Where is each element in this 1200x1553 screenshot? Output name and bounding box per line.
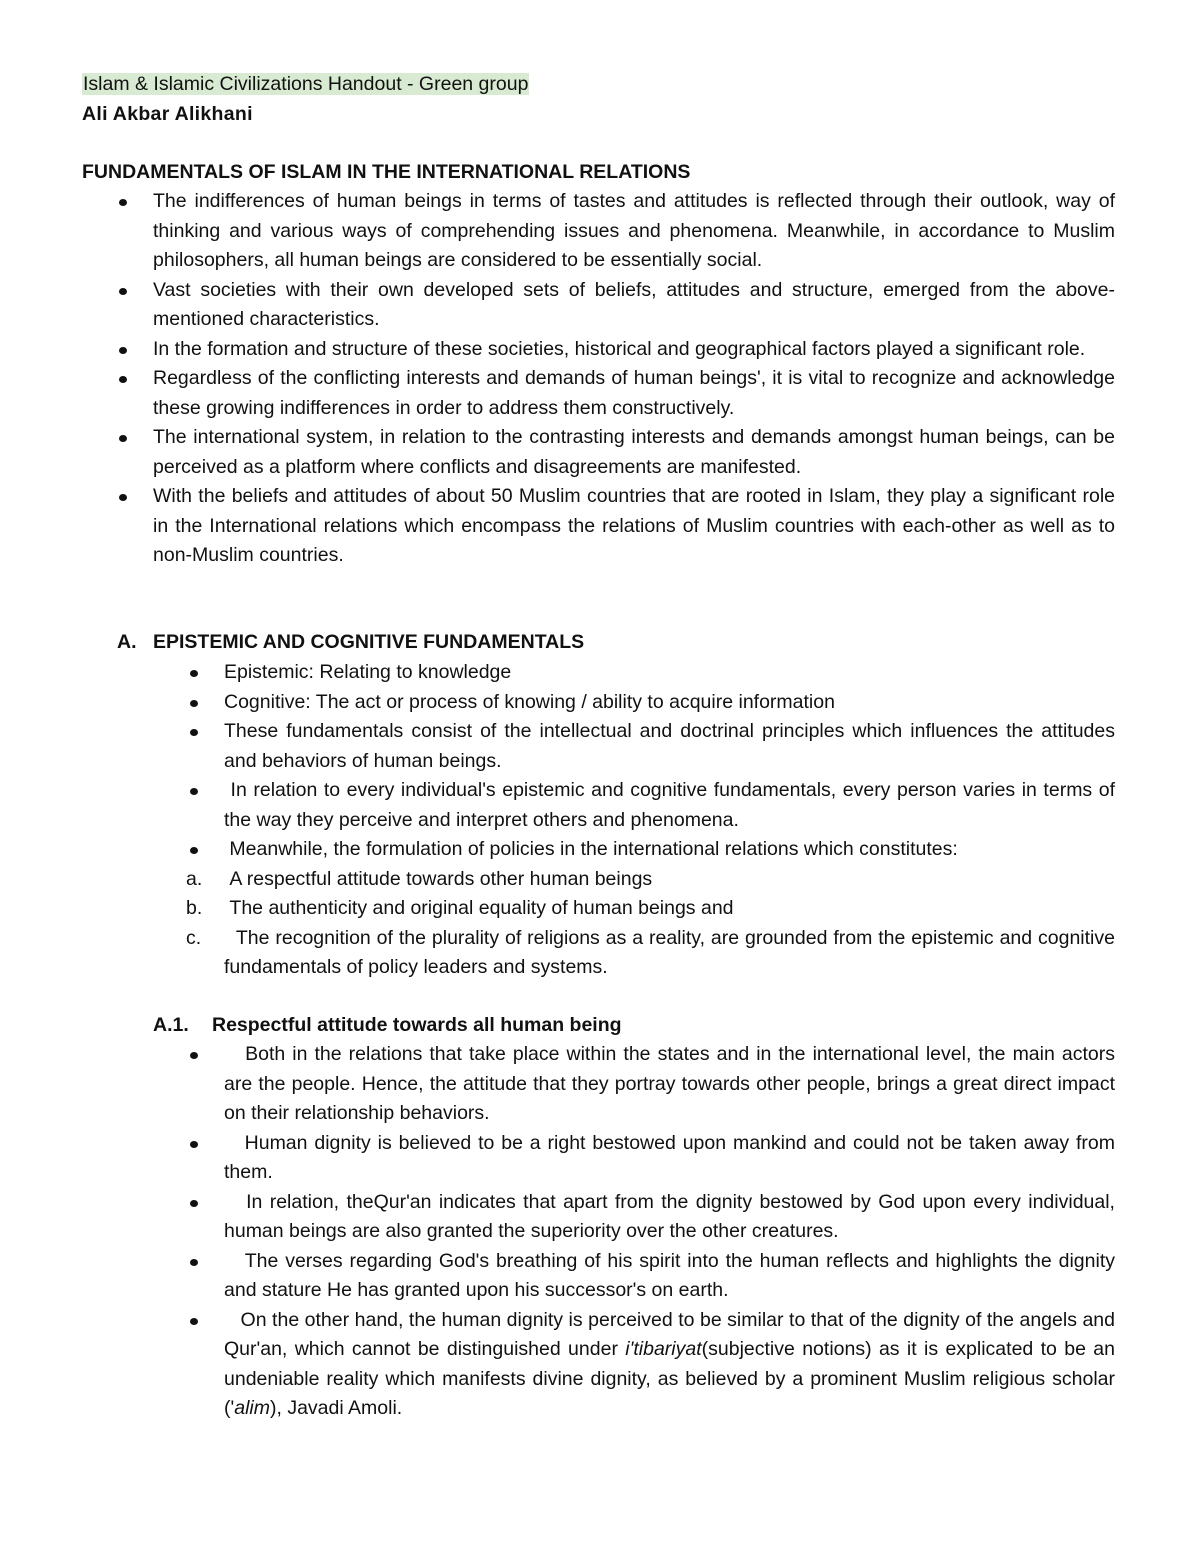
italic-term: alim (234, 1397, 270, 1419)
main-bullet-list (153, 187, 1115, 571)
bullet-icon (190, 729, 198, 736)
sub-item-marker: b. (186, 897, 203, 919)
bullet-icon (119, 347, 127, 354)
bullet-icon (119, 494, 127, 501)
list-item: In the formation and structure of these societies, historical and geographical factors played a significant role. (153, 335, 1115, 365)
list-item: With the beliefs and attitudes of about 50 Muslim countries that are rooted in Islam, they play a significant role in the International relations which encompass the relations of Muslim countries with each-other as well as to non-Muslim countries. (153, 482, 1115, 571)
author-name: Ali Akbar Alikhani (82, 103, 253, 125)
section-title: EPISTEMIC AND COGNITIVE FUNDAMENTALS (153, 631, 585, 653)
list-item: On the other hand, the human dignity is perceived to be similar to that of the dignity of the angels and Qur'an, which cannot be distinguished under i'tibariyat(subjective notions) as it is explicated to be an undeniable reality which manifests divine dignity, as believed by a prominent Muslim religious scholar ('alim), Javadi Amoli. (224, 1306, 1115, 1424)
sub-item-marker: a. (186, 867, 203, 890)
list-item: In relation, theQur'an indicates that apart from the dignity bestowed by God upon every individual, human beings are also granted the superiority over the other creatures. (224, 1188, 1115, 1247)
bullet-icon (119, 288, 127, 295)
italic-term: i'tibariyat (625, 1338, 702, 1360)
bullet-icon (119, 376, 127, 383)
list-item: The international system, in relation to the contrasting interests and demands amongst human beings, can be perceived as a platform where conflicts and disagreements are manifested. (153, 423, 1115, 482)
bullet-icon (190, 1052, 198, 1059)
list-item: Both in the relations that take place within the states and in the international level, the main actors are the people. Hence, the attitude that they portray towards other people, brings a great direct impact on their relationship behaviors. (224, 1040, 1115, 1129)
bullet-icon (190, 1141, 198, 1148)
list-item: Human dignity is believed to be a right bestowed upon mankind and could not be taken away from them. (224, 1129, 1115, 1188)
bullet-icon (190, 788, 198, 795)
list-item: Vast societies with their own developed sets of beliefs, attitudes and structure, emerged from the above-mentioned characteristics. (153, 276, 1115, 335)
section-a-heading (117, 629, 584, 655)
section-title: Respectful attitude towards all human being (212, 1014, 622, 1036)
sub-item: b. The authenticity and original equality of human beings and (224, 894, 1115, 924)
list-item: Meanwhile, the formulation of policies in the international relations which constitutes: (224, 835, 1115, 865)
bullet-icon (119, 435, 127, 442)
bullet-icon (119, 199, 127, 206)
bullet-icon (190, 1318, 198, 1325)
list-item: In relation to every individual's epistemic and cognitive fundamentals, every person varies in terms of the way they perceive and interpret others and phenomena. (224, 776, 1115, 835)
list-item: Epistemic: Relating to knowledge (224, 658, 1115, 688)
bullet-icon (190, 670, 198, 677)
main-heading: FUNDAMENTALS OF ISLAM IN THE INTERNATIONAL RELATIONS (82, 161, 691, 183)
sub-item-marker: c. (186, 926, 202, 949)
list-item: The verses regarding God's breathing of his spirit into the human reflects and highlights the dignity and stature He has granted upon his successor's on earth. (224, 1247, 1115, 1306)
bullet-icon (190, 1200, 198, 1207)
section-number: A.1. (153, 1014, 189, 1036)
section-letter: A. (117, 631, 137, 653)
list-item: Cognitive: The act or process of knowing / ability to acquire information (224, 688, 1115, 718)
title-highlight: Islam & Islamic Civilizations Handout - Green group (83, 73, 529, 95)
section-a1-list (224, 1040, 1115, 1424)
list-item: These fundamentals consist of the intellectual and doctrinal principles which influences the attitudes and behaviors of human beings. (224, 717, 1115, 776)
bullet-icon (190, 700, 198, 707)
bullet-icon (190, 847, 198, 854)
section-a-list (186, 658, 1115, 983)
list-item: The indifferences of human beings in terms of tastes and attitudes is reflected through their outlook, way of thinking and various ways of comprehending issues and phenomena. Meanwhile, in accordance to Muslim philosophers, all human beings are considered to be essentially social. (153, 187, 1115, 276)
sub-item: a. A respectful attitude towards other human beings (224, 865, 1115, 895)
document-title (82, 71, 529, 97)
section-a1-heading (153, 1012, 622, 1038)
sub-item: c. The recognition of the plurality of religions as a reality, are grounded from the epistemic and cognitive fundamentals of policy leaders and systems. (224, 924, 1115, 983)
list-item: Regardless of the conflicting interests and demands of human beings', it is vital to recognize and acknowledge these growing indifferences in order to address them constructively. (153, 364, 1115, 423)
bullet-icon (190, 1259, 198, 1266)
